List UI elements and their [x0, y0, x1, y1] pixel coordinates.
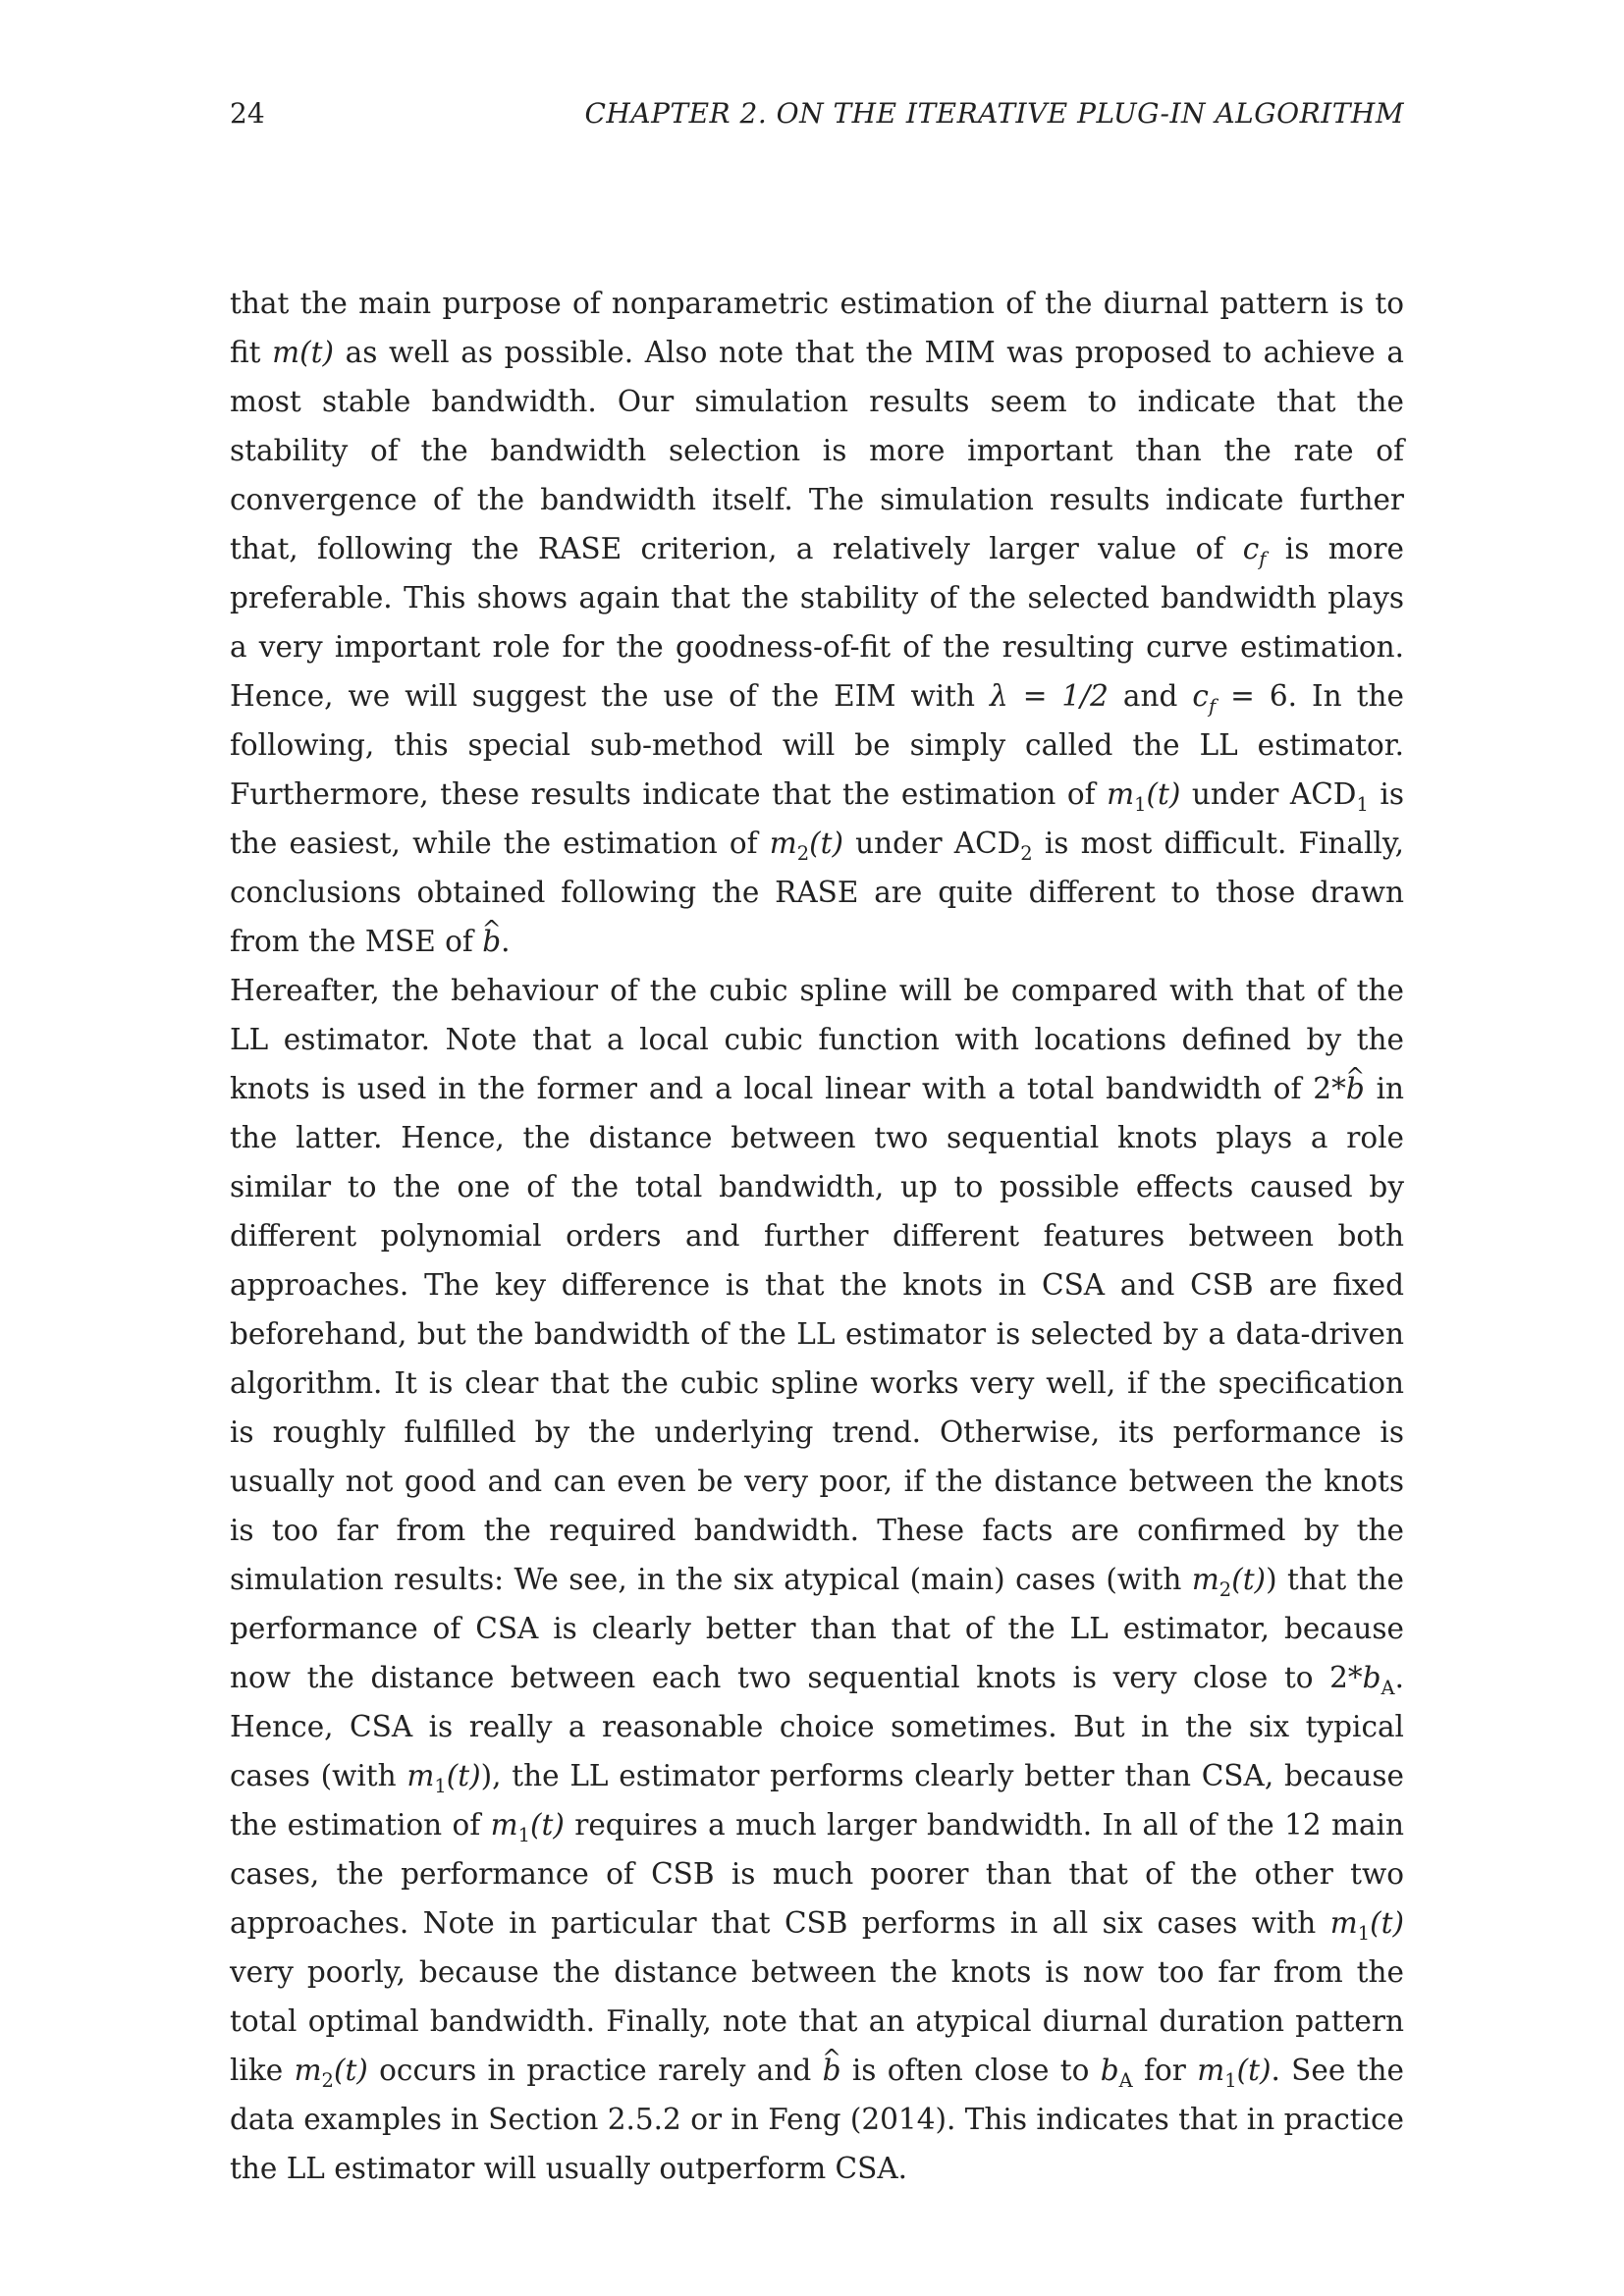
math-base: c — [1192, 679, 1209, 713]
math-base: m — [294, 2054, 322, 2087]
math-subscript: 2 — [796, 841, 810, 865]
text-run: occurs in practice rarely and — [367, 2054, 823, 2087]
math-m2-of-t — [769, 827, 844, 865]
text-run: is often close to — [840, 2054, 1101, 2087]
math-base: m — [406, 1759, 435, 1792]
math-base: m — [1197, 2054, 1225, 2087]
acd-subscript: 2 — [1020, 841, 1033, 865]
math-b-hat: ^ b — [1346, 1064, 1365, 1113]
paragraph-1 — [230, 279, 1404, 966]
text-run: ) that the performance of CSA is clearly better than that of the LL estimator, because now the distance between each two sequential knots is very close to 2* — [230, 1563, 1404, 1694]
math-subscript: 1 — [434, 1774, 447, 1797]
math-subscript: f — [1259, 547, 1267, 570]
math-m1-of-t — [490, 1808, 565, 1846]
math-b-hat: ^ b — [823, 2046, 841, 2095]
math-subscript: 1 — [1224, 2068, 1237, 2092]
paragraph-2 — [230, 966, 1404, 2193]
math-m-of-t: m(t) — [272, 336, 335, 369]
text-run: under ACD — [1180, 777, 1357, 811]
math-m2-of-t — [1191, 1563, 1267, 1601]
math-c-f — [1242, 532, 1267, 570]
math-subscript: 1 — [517, 1823, 530, 1846]
text-run: . Hence, CSA is really a reasonable choice sometimes. But in the six typical cases (with — [230, 1661, 1404, 1792]
text-run: as well as possible. Also note that the MIM was proposed to achieve a most stable bandwidth. Our simulation results seem to indicate that the stability of the bandwidth selection is more important than the rate of convergence of the bandwidth itself. The simulation results indicate further that, following the RASE criterion, a relatively larger value of — [230, 336, 1404, 565]
math-b-hat: ^ b — [482, 917, 501, 966]
text-run: very poorly, because the distance between the knots is now too far from the total optimal bandwidth. Finally, note that an atypical diurnal duration pattern like — [230, 1955, 1404, 2087]
math-subscript: 2 — [321, 2068, 334, 2092]
text-run: . — [501, 925, 511, 958]
math-arg: (t) — [446, 1759, 481, 1792]
text-run: ), the LL estimator performs clearly better than CSA, because the estimation of — [230, 1759, 1404, 1842]
math-base: m — [490, 1808, 518, 1842]
math-b-A — [1100, 2054, 1133, 2092]
math-arg: (t) — [333, 2054, 368, 2087]
text-run: and — [1108, 679, 1193, 713]
text-run: under ACD — [843, 827, 1021, 860]
math-base: m — [1329, 1906, 1358, 1940]
math-m2-of-t — [294, 2054, 368, 2092]
math-subscript: 1 — [1134, 792, 1147, 816]
math-arg: (t) — [1146, 777, 1181, 811]
acd-subscript: 1 — [1356, 792, 1369, 816]
text-run: . See the data examples in Section 2.5.2 or in Feng (2014). This indicates that in practice the LL estimator will usually outperform CSA. — [230, 2054, 1404, 2185]
text-run: Hereafter, the behaviour of the cubic spline will be compared with that of the LL estimator. Note that a local cubic function with locations defined by the knots is used in the former and a local linear with a total bandwidth of 2* — [230, 974, 1404, 1105]
math-base: m — [1191, 1563, 1219, 1596]
math-arg: (t) — [529, 1808, 565, 1842]
text-run: is most difficult. Finally, conclusions obtained following the RASE are quite different to those drawn from the MSE of — [230, 827, 1404, 958]
text-run: . In the following, this special sub-method will be simply called the LL estimator. Furthermore, these results indicate that the estimation of — [230, 679, 1404, 811]
math-subscript: f — [1208, 694, 1217, 718]
text-run: in the latter. Hence, the distance between two sequential knots plays a role similar to the one of the total bandwidth, up to possible effects caused by different polynomial orders and further different features between both approaches. The key difference is that the knots in CSA and CSB are fixed beforehand, but the bandwidth of the LL estimator is selected by a data-driven algorithm. It is clear that the cubic spline works very well, if the specification is roughly fulfilled by the underlying trend. Otherwise, its performance is usually not good and can even be very poor, if the distance between the knots is too far from the required bandwidth. These facts are confirmed by the simulation results: We see, in the six atypical (main) cases (with — [230, 1072, 1404, 1596]
math-arg: (t) — [1231, 1563, 1267, 1596]
math-subscript: 2 — [1218, 1577, 1232, 1601]
math-base: m — [769, 827, 797, 860]
page — [230, 86, 1404, 2193]
math-subscript: A — [1118, 2068, 1133, 2092]
text-run: is the easiest, while the estimation of — [230, 777, 1404, 860]
math-m1-of-t — [1329, 1906, 1404, 1945]
text-run: for — [1132, 2054, 1198, 2087]
math-base: c — [1242, 532, 1260, 565]
chapter-title: CHAPTER 2. ON THE ITERATIVE PLUG-IN ALGORITHM — [584, 97, 1404, 130]
body-text — [230, 279, 1404, 2193]
math-base: b — [1362, 1661, 1381, 1694]
math-arg: (t) — [1370, 1906, 1404, 1940]
math-m1-of-t — [1107, 777, 1181, 816]
math-base: m — [1107, 777, 1135, 811]
math-lambda: λ = 1/2 — [990, 679, 1109, 713]
math-subscript: A — [1380, 1676, 1395, 1699]
running-header — [230, 86, 1404, 141]
math-value: = 6 — [1216, 679, 1288, 713]
page-number: 24 — [230, 97, 265, 130]
math-m1-of-t — [1197, 2054, 1272, 2092]
math-subscript: 1 — [1357, 1921, 1371, 1945]
text-run: requires a much larger bandwidth. In all of the 12 main cases, the performance of CSB is much poorer than that of the other two approaches. Note in particular that CSB performs in all six cases with — [230, 1808, 1404, 1940]
math-base: b — [1100, 2054, 1119, 2087]
text-run: is more preferable. This shows again that the stability of the selected bandwidth plays a very important role for the goodness-of-fit of the resulting curve estimation. Hence, we will suggest the use of the EIM with — [230, 532, 1404, 713]
text-run: that the main purpose of nonparametric estimation of the diurnal pattern is to fit — [230, 287, 1404, 369]
math-arg: (t) — [1236, 2054, 1272, 2087]
math-m1-of-t — [406, 1759, 481, 1797]
math-c-f — [1192, 679, 1288, 718]
math-arg: (t) — [809, 827, 844, 860]
math-b-A — [1362, 1661, 1395, 1699]
